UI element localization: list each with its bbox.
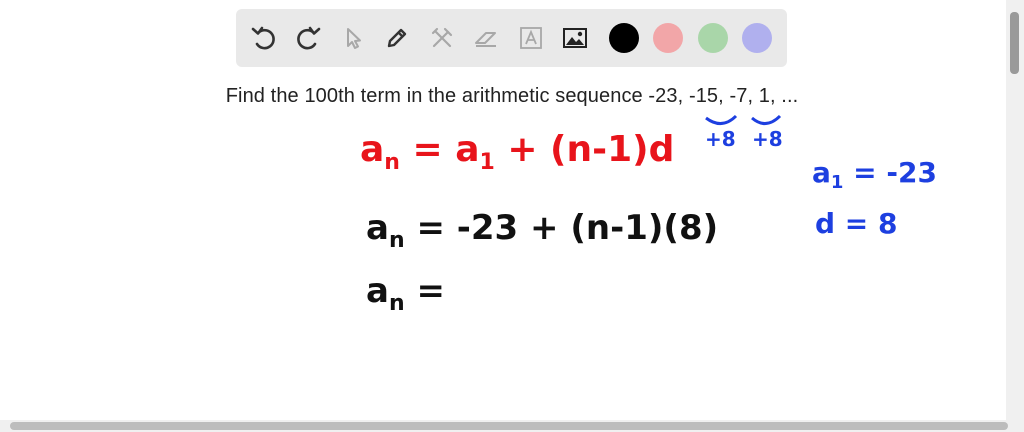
given-a1-text: $a_1 = -23$ [812,156,937,193]
difference-arc-1 [706,116,736,124]
question-text: Find the 100th term in the arithmetic sequence -23, -15, -7, 1, ... [225,85,799,107]
difference-arc-2 [752,116,780,124]
difference-label-2: +8 [752,127,783,151]
step-1-text: $a_n = -23 + (n-1)(8)$ [366,208,719,253]
horizontal-scroll-thumb[interactable] [10,422,1008,430]
formula-text: $a_n = a_1 + (n-1)d$ [360,129,675,175]
given-d-text: d = 8 [815,207,898,240]
vertical-scroll-thumb[interactable] [1010,12,1019,74]
vertical-scrollbar[interactable] [1006,0,1024,420]
step-2-text: $a_n$ = [366,271,445,316]
difference-label-1: +8 [705,127,736,151]
horizontal-scrollbar[interactable] [0,420,1024,432]
